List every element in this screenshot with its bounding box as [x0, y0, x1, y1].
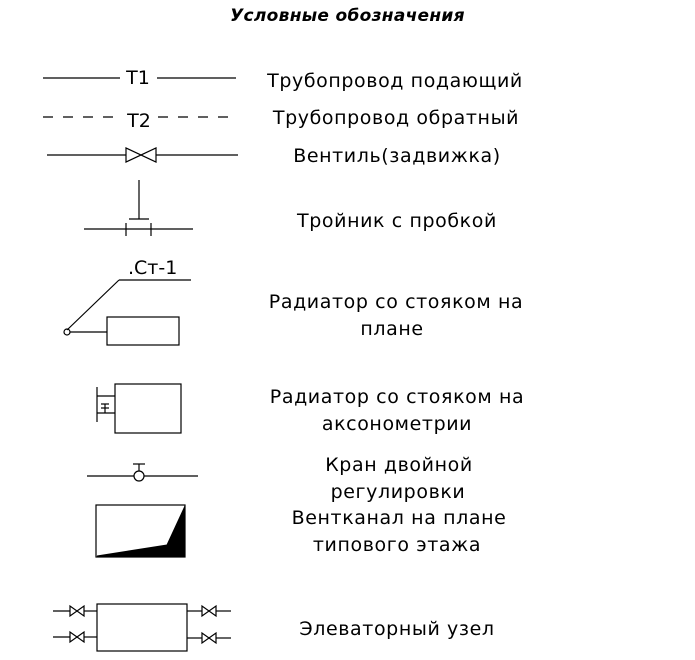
elevator-unit-symbol: [53, 604, 231, 651]
radiator-plan-label-line-1: Радиатор со стояком на: [268, 291, 524, 313]
double-adjustment-tap-label-line-1: Кран двойной: [325, 454, 473, 476]
supply-pipeline-code: Т1: [126, 67, 150, 89]
valve-label: Вентиль(задвижка): [293, 145, 501, 167]
radiator-axonometric-label-line-2: аксонометрии: [321, 413, 473, 435]
riser-code: .Ст-1: [128, 257, 178, 279]
ventilation-duct-label-line-1: Вентканал на плане: [291, 507, 507, 529]
radiator-axonometric-symbol: [97, 384, 181, 433]
return-pipeline-code: Т2: [127, 110, 151, 132]
radiator-plan-symbol: [64, 257, 191, 345]
double-adjustment-tap-symbol: [87, 464, 198, 481]
ventilation-duct-symbol: [96, 505, 185, 557]
supply-pipeline-symbol: [43, 67, 236, 89]
tee-with-plug-label: Тройник с пробкой: [297, 210, 497, 232]
radiator-axonometric-label-line-1: Радиатор со стояком на: [269, 386, 525, 408]
ventilation-duct-label-line-2: типового этажа: [312, 534, 482, 556]
double-adjustment-tap-label-line-2: регулировки: [330, 481, 466, 503]
radiator-plan-label-line-2: плане: [360, 318, 424, 340]
legend-title: Условные обозначения: [230, 6, 465, 26]
elevator-unit-label: Элеваторный узел: [299, 618, 495, 640]
supply-pipeline-label: Трубопровод подающий: [267, 70, 523, 92]
return-pipeline-symbol: [43, 110, 238, 132]
tee-with-plug-symbol: [84, 180, 193, 236]
return-pipeline-label: Трубопровод обратный: [272, 107, 520, 129]
valve-symbol: [47, 148, 238, 162]
